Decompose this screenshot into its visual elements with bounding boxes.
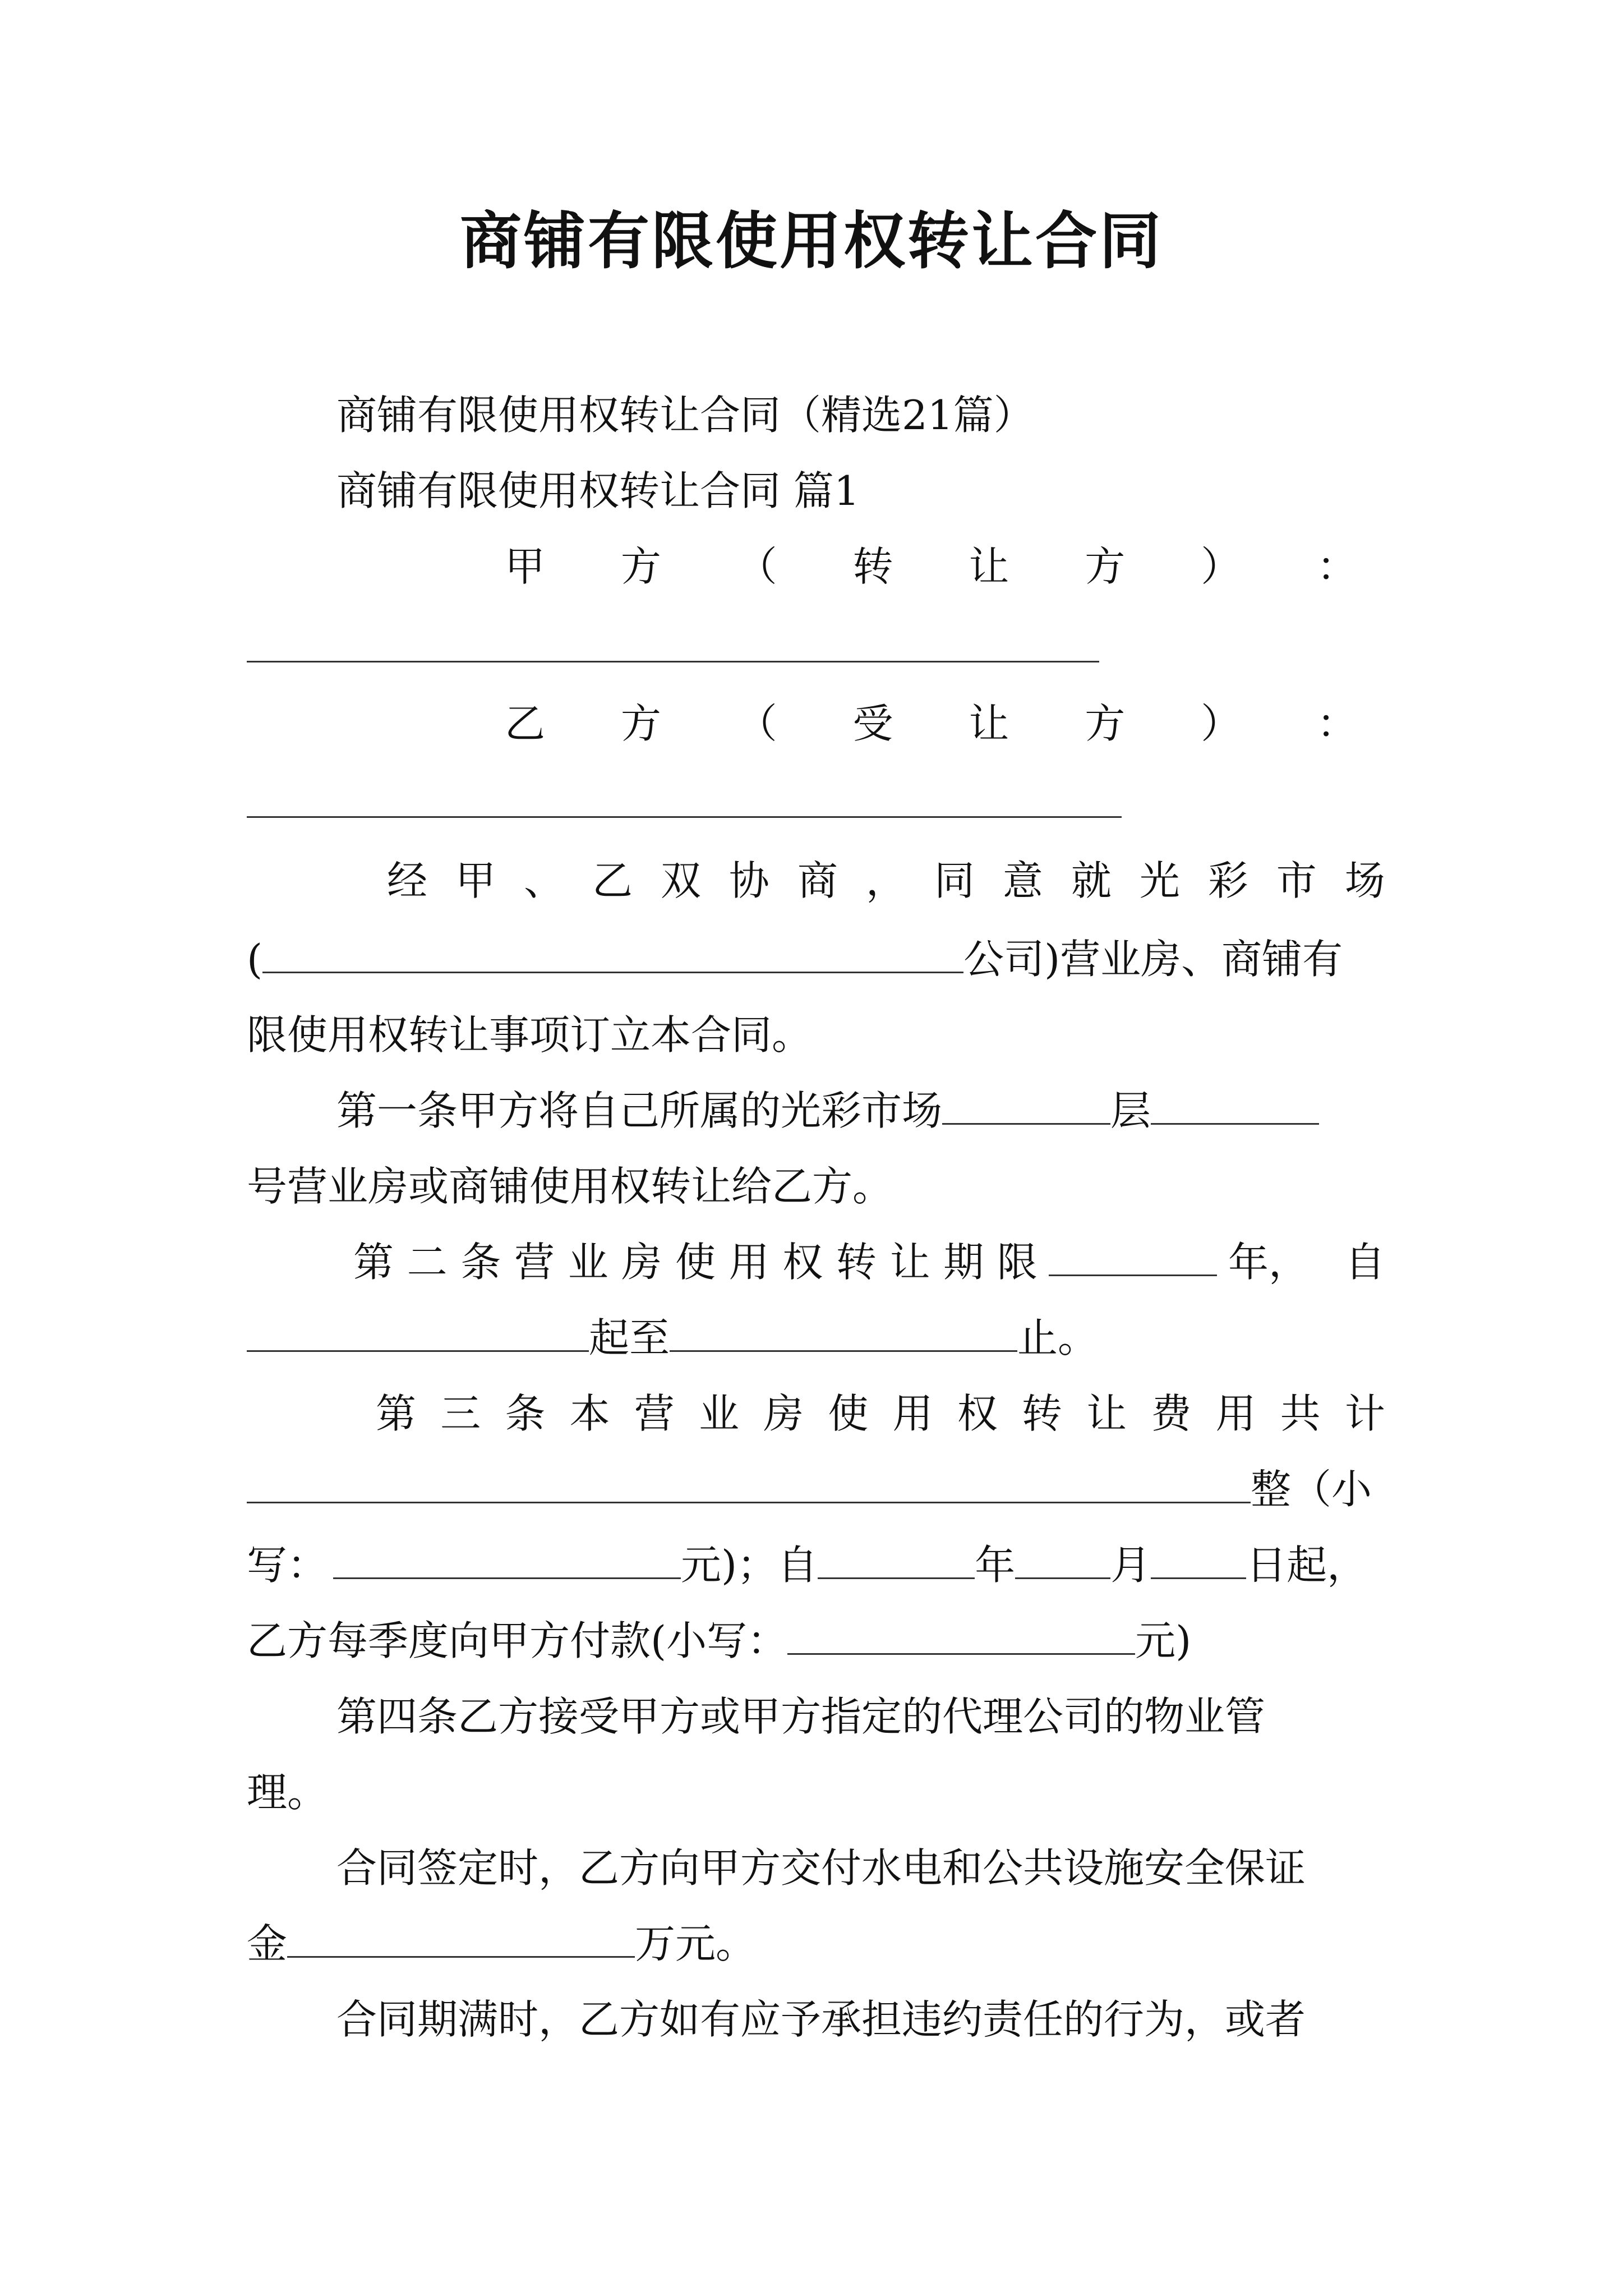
article-3-line-2: 整（小	[247, 1461, 1385, 1517]
floor-blank	[942, 1084, 1110, 1125]
party-b-char: 乙	[505, 700, 546, 747]
deposit-amount-blank	[287, 1917, 635, 1958]
party-a-char: ：	[1316, 543, 1357, 590]
article-1-line-2: 号营业房或商铺使用权转让给乙方。	[247, 1163, 893, 1210]
deposit-line-2: 金 万元。	[247, 1916, 1385, 1972]
intro-line-2: ( 公司)营业房、商铺有	[247, 931, 1385, 987]
party-a-char: 让	[969, 543, 1009, 590]
article-3-line-1: 第 三 条 本 营 业 房 使 用 权 转 让 费 用 共 计	[376, 1390, 1385, 1437]
end-date-blank	[670, 1311, 1017, 1352]
article-4-line-2: 理。	[247, 1769, 328, 1816]
party-a-char: 方	[1085, 543, 1126, 590]
party-b-char: ：	[1316, 700, 1357, 747]
subtitle: 商铺有限使用权转让合同（精选21篇）	[336, 392, 1034, 439]
intro-line-3: 限使用权转让事项订立本合同。	[247, 1011, 813, 1059]
article-3-line-4: 乙方每季度向甲方付款(小写： 元)	[247, 1613, 1385, 1669]
party-a-label	[505, 539, 1357, 595]
article-2-line-1: 第 二 条 营 业 房 使 用 权 转 让 期 限 年， 自	[353, 1234, 1385, 1290]
deposit-line-1: 合同签定时，乙方向甲方交付水电和公共设施安全保证	[336, 1844, 1306, 1892]
party-b-char: 让	[969, 700, 1009, 747]
party-b-char: 受	[852, 700, 893, 747]
article-1-line-1: 第一条甲方将自己所属的光彩市场 层	[247, 1083, 1385, 1139]
party-a-char: 转	[852, 543, 893, 590]
company-blank	[262, 932, 963, 973]
amount-lower-blank	[333, 1538, 681, 1579]
party-b-char: 方	[1085, 700, 1126, 747]
total-amount-blank	[247, 1462, 1251, 1503]
number-blank	[1151, 1084, 1319, 1125]
party-b-label	[505, 696, 1357, 752]
day-blank	[1151, 1538, 1246, 1579]
intro-line-1: 经 甲 、 乙 双 协 商 ， 同 意 就 光 彩 市 场	[387, 857, 1385, 904]
party-a-char: ）	[1201, 543, 1242, 590]
expiry-line-1: 合同期满时，乙方如有应予承担违约责任的行为，或者	[336, 1996, 1306, 2043]
start-date-blank	[247, 1311, 589, 1352]
month-blank	[1015, 1538, 1110, 1579]
party-b-blank	[247, 816, 1122, 818]
year-blank	[818, 1538, 975, 1579]
party-a-char: 甲	[505, 543, 546, 590]
party-b-char: ）	[1201, 700, 1242, 747]
party-b-char: （	[736, 700, 777, 747]
quarterly-payment-blank	[787, 1614, 1135, 1655]
party-a-blank	[247, 661, 1099, 662]
document-title: 商铺有限使用权转让合同	[460, 205, 1163, 277]
article-3-line-3: 写： 元)；自 年 月 日起，	[247, 1537, 1385, 1593]
article-4-line-1: 第四条乙方接受甲方或甲方指定的代理公司的物业管	[336, 1693, 1266, 1740]
section-heading: 商铺有限使用权转让合同 篇1	[336, 467, 860, 514]
article-2-line-2: 起至 止。	[247, 1310, 1385, 1366]
party-a-char: （	[736, 543, 777, 590]
party-b-char: 方	[620, 700, 661, 747]
party-a-char: 方	[620, 543, 661, 590]
period-blank	[1049, 1235, 1217, 1276]
